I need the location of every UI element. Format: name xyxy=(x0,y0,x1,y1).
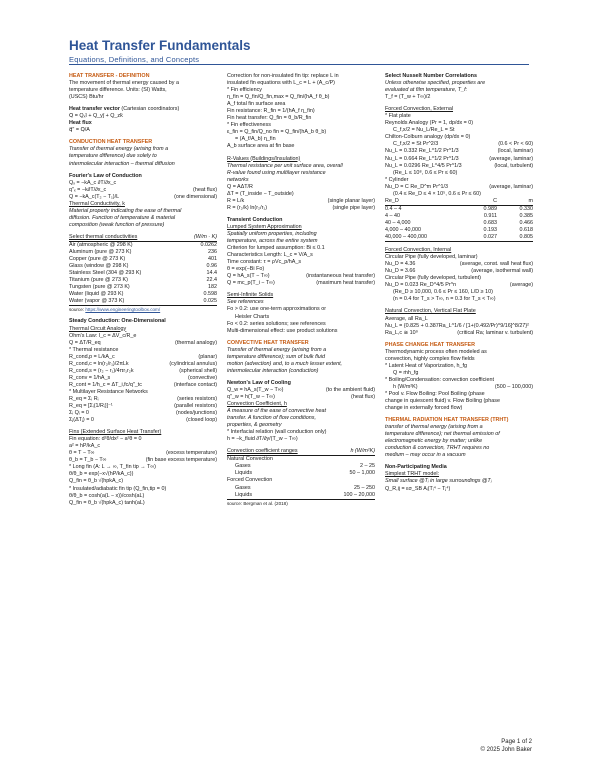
forced-external-row: C_f,x/2 = St Pr^2/3 (0.6 < Pr < 60) xyxy=(393,141,533,148)
forced-internal-row: (Re_D ≥ 10,000, 0.6 ≤ Pr ≤ 160, L/D ≥ 10) xyxy=(393,289,493,296)
convection-line: motion (advection) and, to a much lesser extent, xyxy=(227,360,343,367)
ohm-law: Ohm's Law: I_c = ΔV_c/R_e xyxy=(69,332,137,339)
non-participating-line: Small surface @Tᵢ in large surroundings @Tⱼ xyxy=(385,478,492,485)
conductivity-table-row: Water (vapor @ 373 K) 0.025 xyxy=(69,298,217,306)
lumped-row: Criterion for lumped assumption: Bi ≤ 0.1 xyxy=(227,245,325,252)
conductivity-line: diffusion. Function of temperature & material xyxy=(69,214,176,221)
cylinder-table-row: 0.4 – 4 0.989 0.330 xyxy=(385,205,533,212)
forced-internal-heading: Forced Convection, Internal xyxy=(385,247,452,254)
phase-change-line: * Boiling/Condensation: convection coefficient xyxy=(385,376,494,383)
circuit-analogy-heading: Thermal Circuit Analogy xyxy=(69,325,127,332)
phase-change-line: Thermodynamic process often modeled as xyxy=(385,348,487,355)
fin-area-note: A_f total fin surface area xyxy=(227,101,286,108)
column-3 xyxy=(385,73,533,493)
semi-infinite-line: Fo > 0.2: use one-term approximations or xyxy=(227,306,327,313)
fin-correction-line: insulated fin equations with L_c = L + (A_c/P) xyxy=(227,80,335,87)
fin-effectiveness-heading: * Fin effectiveness xyxy=(227,122,271,129)
natural-vertical-average: Average, all Ra_L xyxy=(385,315,428,322)
fin-base-note: A_b surface area at fin base xyxy=(227,143,295,150)
flux-heading: Heat flux xyxy=(69,120,92,127)
forced-external-row: Chilton-Colburn analogy (dp/dx = 0) xyxy=(385,134,471,141)
coefficient-heading: Convection Coefficient, h xyxy=(227,401,287,408)
interfacial-relation: * Interfacial relation (wall conduction only) xyxy=(227,429,327,436)
fin-efficiency-eq: η_fin = Q_fin/Q_fin,max = Q_fin/(hA_f θ_b) xyxy=(227,94,330,101)
cylinder-table-row: 40,000 – 400,000 0.027 0.805 xyxy=(385,234,533,242)
definition-line: The movement of thermal energy caused by a xyxy=(69,80,179,87)
resistance-heading: * Thermal resistance xyxy=(69,346,119,353)
conductivity-table-row: Stainless Steel (304 @ 293 K) 14.4 xyxy=(69,270,217,277)
lumped-row: Q = hA_s(T − T∞) (instantaneous heat transfer) xyxy=(227,273,375,280)
definition-heading: HEAT TRANSFER - DEFINITION xyxy=(69,73,150,79)
conductivity-table-row: Titanium (pure @ 273 K) 22.4 xyxy=(69,277,217,284)
conductivity-table-row: Aluminum (pure @ 273 K) 236 xyxy=(69,249,217,256)
rvalue-heading: R-Values (Buildings/Insulation) xyxy=(227,155,301,162)
multilayer-row: Σᵢ Qᵢ = 0 (nodes/junctions) xyxy=(69,410,217,417)
conductivity-table-header: Select thermal conductivities (W/m · K) xyxy=(69,234,217,242)
radiation-line: conduction & convection, TRHT requires no xyxy=(385,445,490,452)
copyright: © 2025 John Baker xyxy=(480,747,532,753)
fins-row: a² = hP/kA_c xyxy=(69,443,101,450)
multilayer-row: Σⱼ(ΔTⱼ) = 0 (closed loop) xyxy=(69,417,217,424)
forced-internal-row: Nu_D = 3.66 (average, isothermal wall) xyxy=(385,268,533,275)
film-temperature: T_f = (T_w + T∞)/2 xyxy=(385,94,431,101)
conduction-line: temperature difference) due solely to xyxy=(69,153,157,160)
forced-internal-row: Circular Pipe (fully developed, turbulent) xyxy=(385,275,481,282)
radiation-line: electromagnetic energy by matter; unlike xyxy=(385,438,483,445)
conductivity-table-row: Glass (window @ 298 K) 0.96 xyxy=(69,263,217,270)
multilayer-row: R_eq = Σᵢ Rᵢ (series resistors) xyxy=(69,395,217,402)
ranges-row: Gases 2 – 25 xyxy=(235,463,375,470)
rvalue-row: ΔT = (T_inside − T_outside) xyxy=(227,190,294,197)
forced-internal-row: Circular Pipe (fully developed, laminar) xyxy=(385,254,478,261)
rvalue-row: Q = AΔT/R xyxy=(227,183,253,190)
lumped-row: Q = mc_p(T_i − T∞) (maximum heat transfer) xyxy=(227,280,375,287)
page-subtitle: Equations, Definitions, and Concepts xyxy=(69,55,200,64)
ranges-forced-label: Forced Convection xyxy=(227,477,273,484)
fins-row: θ_b = T_b − T∞ (fin base excess temperature) xyxy=(69,457,217,464)
conduction-line: intermolecular interaction – thermal diffusion xyxy=(69,160,175,167)
conduction-line: Transfer of thermal energy (arising from a xyxy=(69,146,169,153)
forced-internal-row: (n = 0.4 for T_s > T∞, n = 0.3 for T_s < T∞) xyxy=(393,296,496,303)
nusselt-line: evaluated at film temperature, T_f: xyxy=(385,87,468,94)
convection-heading: CONVECTIVE HEAT TRANSFER xyxy=(227,339,309,346)
fins-row: Q_fin = θ_b √(hpkA_c) tanh(aL) xyxy=(69,499,145,506)
multilayer-row: R_eq = [Σᵢ(1/Rᵢ)]⁻¹ (parallel resistors) xyxy=(69,403,217,410)
newton-row: Q_w = hA_s(T_w − T∞) (to the ambient fluid) xyxy=(227,386,375,393)
rvalue-line: networks xyxy=(227,176,249,183)
fins-heading: Fins (Extended Surface Heat Transfer) xyxy=(69,429,162,436)
page-number: Page 1 of 2 xyxy=(501,739,532,745)
radiation-heading: THERMAL RADIATION HEAT TRANSFER (TRHT) xyxy=(385,417,509,424)
forced-external-row: * Flat plate xyxy=(385,113,411,120)
phase-change-line: convection, highly complex flow fields xyxy=(385,355,475,362)
convection-line: Transfer of thermal energy (arising from a xyxy=(227,346,327,353)
fourier-eq-row: Qₓ = −kA_c ∂T/∂x_c xyxy=(69,179,117,186)
conductivity-source-link[interactable]: https://www.engineeringtoolbox.com/ xyxy=(85,307,161,313)
column-2 xyxy=(227,73,375,507)
coefficient-eq: h = −k_fluid ∂T/∂y/(T_w − T∞) xyxy=(227,436,298,443)
conduction-heading: CONDUCTION HEAT TRANSFER xyxy=(69,139,153,146)
phase-change-line: change in externally forced flow) xyxy=(385,405,463,412)
cylinder-table-header: Re_D C m xyxy=(385,198,533,206)
forced-external-row: Nu_L = 0.332 Re_L^1/2 Pr^1/3 (local, laminar) xyxy=(385,148,533,155)
non-participating-eq: Q_R,ij = εσ_SB Aᵢ(Tᵢ⁴ − Tⱼ⁴) xyxy=(385,485,451,492)
resistance-row: R_conv = 1/hA_s (convective) xyxy=(69,374,217,381)
forced-external-row: Reynolds Analogy (Pr = 1, dp/dx = 0) xyxy=(385,120,474,127)
forced-external-row: Nu_L = 0.664 Re_L^1/2 Pr^1/3 (average, laminar) xyxy=(385,155,533,162)
fins-row: θ/θ_b = cosh(a(L − x))/cosh(aL) xyxy=(69,492,145,499)
semi-infinite-heading: Semi-Infinite Solids xyxy=(227,292,274,299)
vector-equation: Q⃗ = Qₓî + Q_yĵ + Q_zk̂ xyxy=(69,113,123,120)
ranges-row: Liquids 100 – 20,000 xyxy=(227,492,375,500)
fourier-heading: Fourier's Law of Conduction xyxy=(69,172,142,179)
conductivity-source: source: https://www.engineeringtoolbox.com/ xyxy=(69,307,161,313)
multilayer-heading: * Multilayer Resistance Networks xyxy=(69,388,148,395)
ranges-source: source: Bergman et al. (2018) xyxy=(227,500,288,506)
ranges-natural-label: Natural Convection xyxy=(227,456,273,463)
circuit-eq-row: Q = ΔT/R_eq (thermal analogy) xyxy=(69,339,217,346)
phase-change-line: change in quiescent fluid) v. Flow Boiling (phase xyxy=(385,398,500,405)
conductivity-line: Material property indicating the ease of thermal xyxy=(69,207,182,214)
lumped-row: θ = exp(−Bi Fo) xyxy=(227,266,265,273)
forced-external-row: Nu_D = C Re_D^m Pr^1/3 (average, laminar) xyxy=(385,183,533,190)
ranges-row: Gases 25 – 250 xyxy=(235,484,375,491)
newton-heading: Newton's Law of Cooling xyxy=(227,379,291,386)
fourier-eq-row: Q = −kA_c(T₂ − T₁)/L (one dimensional) xyxy=(69,193,217,200)
coefficient-line: properties, & geometry xyxy=(227,422,282,429)
forced-external-row: * Cylinder xyxy=(385,176,409,183)
non-participating-sub: Simplest TRHT model: xyxy=(385,471,440,478)
lumped-row: Time constant: τ = ρVc_p/hA_s xyxy=(227,259,302,266)
radiation-line: temperature difference); net thermal emission of xyxy=(385,431,500,438)
conductivity-line: composition (weak function of pressure) xyxy=(69,221,165,228)
convection-line: intermolecular interaction (conduction) xyxy=(227,367,319,374)
radiation-line: medium – may occur in a vacuum xyxy=(385,452,466,459)
page-title: Heat Transfer Fundamentals xyxy=(69,38,251,53)
resistance-row: R_cont = 1/h_c = ΔT_i,fc/q″_tc (interface contact) xyxy=(69,381,217,388)
fins-row: Q_fin = θ_b √(hpkA_c) xyxy=(69,478,124,485)
rvalue-line: Thermal resistance per unit surface area, overall xyxy=(227,162,343,169)
resistance-row: R_cond,p = L/kA_c (planar) xyxy=(69,353,217,360)
conductivity-table-row: Water (liquid @ 293 K) 0.598 xyxy=(69,291,217,298)
resistance-row: R_cond,c = ln(r₂/r₁)/2πLk (cylindrical annulus) xyxy=(69,360,217,367)
forced-external-row: (0.4 ≤ Re_D ≤ 4 × 10⁵, 0.6 ≤ Pr ≤ 60) xyxy=(393,190,481,197)
nusselt-heading: Select Nusselt Number Correlations xyxy=(385,73,477,79)
semi-infinite-line: Heisler Charts xyxy=(235,313,270,320)
newton-row: q″_w = h(T_w − T∞) (heat flux) xyxy=(227,393,375,400)
forced-external-heading: Forced Convection, External xyxy=(385,106,454,113)
conductivity-table-row: Copper (pure @ 273 K) 401 xyxy=(69,256,217,263)
ranges-table-header: Convection coefficient ranges h (W/m²K) xyxy=(227,448,375,456)
semi-infinite-line: Fo < 0.2: series solutions; see references xyxy=(227,320,326,327)
conductivity-table-row: Air (atmospheric @ 298 K) 0.0262 xyxy=(69,241,217,248)
vector-suffix: (Cartesian coordinators) xyxy=(119,106,180,113)
phase-change-eq: Q = ṁh_fg xyxy=(393,369,419,376)
fin-effectiveness-eq: = (A_f/A_b) η_fin xyxy=(235,136,276,143)
non-participating-heading: Non-Participating Media xyxy=(385,464,447,471)
fins-row: Fin equation: d²θ/dx² − a²θ = 0 xyxy=(69,436,142,443)
flux-equation: q⃗″ = Q⃗/A xyxy=(69,127,90,134)
forced-external-row: Nu_L = 0.0296 Re_L^4/5 Pr^1/3 (local, turbulent) xyxy=(385,162,533,169)
lumped-line: temperature, across the entire system xyxy=(227,238,318,245)
rvalue-row: R = (r₂/k) ln(r₂/r₁) (single pipe layer) xyxy=(227,204,375,211)
nusselt-line: Unless otherwise specified, properties are xyxy=(385,80,486,87)
forced-internal-row: Nu_D = 0.023 Re_D^4/5 Pr^n (average) xyxy=(385,282,533,289)
fin-efficiency-heading: * Fin efficiency xyxy=(227,87,262,94)
fins-row: * Long fin (A: L → ∞, T_fin tip → T∞) xyxy=(69,464,156,471)
fins-row: * Insulated/adiabatic fin tip (Q_fin,tip = 0) xyxy=(69,485,167,492)
coefficient-line: transfer. A function of flow conditions, xyxy=(227,415,316,422)
header-rule xyxy=(69,64,529,65)
conductivity-table-row: Tungsten (pure @ 273 K) 182 xyxy=(69,284,217,291)
convection-line: temperature difference); sum of bulk fluid xyxy=(227,353,325,360)
fourier-eq-row: q″ₓ = −k∂T/∂x_c (heat flux) xyxy=(69,186,217,193)
fin-effectiveness-eq: ε_fin = Q_fin/Q_no fin = Q_fin/(hA_b θ_b) xyxy=(227,129,327,136)
forced-internal-row: Nu_D = 4.36 (average, const. wall heat flux) xyxy=(385,261,533,268)
column-1 xyxy=(69,73,217,507)
forced-external-row: C_f,x/2 = Nu_L/Re_L = St xyxy=(393,127,455,134)
natural-vertical-critical: Ra_L,c ≅ 10⁹ (critical Ra; laminar v. turbulent) xyxy=(385,329,533,336)
cylinder-table-row: 4,000 – 40,000 0.193 0.618 xyxy=(385,226,533,233)
vector-heading-line xyxy=(69,106,217,113)
lumped-heading: Lumped System Approximation xyxy=(227,223,302,230)
resistance-row: R_cond,s = (r₂ − r₁)/4πr₁r₂k (spherical shell) xyxy=(69,367,217,374)
fins-row: θ/θ_b = exp(−x√(hP/kA_c)) xyxy=(69,471,134,478)
transient-heading: Transient Conduction xyxy=(227,216,283,223)
definition-line: temperature difference. Units: (SI) Watts, xyxy=(69,87,167,94)
rvalue-row: R = L/k (single planar layer) xyxy=(227,197,375,204)
lumped-row: Characteristics Length: L_c = V/A_s xyxy=(227,252,313,259)
conductivity-heading: Thermal Conductivity, k xyxy=(69,200,125,207)
cylinder-table-row: 4 – 40 0.911 0.385 xyxy=(385,212,533,219)
coefficient-line: A measure of the ease of convective heat xyxy=(227,408,326,415)
forced-external-row: (Re_L ≤ 10⁸, 0.6 ≤ Pr ≤ 60) xyxy=(393,169,458,176)
phase-change-line: * Pool v. Flow Boiling: Pool Boiling (phase xyxy=(385,390,485,397)
steady-conduction-heading: Steady Conduction: One-Dimensional xyxy=(69,318,166,325)
phase-change-heading: PHASE CHANGE HEAT TRANSFER xyxy=(385,341,476,348)
fin-correction-line: Correction for non-insulated fin tip: replace L in xyxy=(227,73,339,79)
vector-heading: Heat transfer vector xyxy=(69,106,120,113)
fin-resistance: Fin resistance: R_fin = 1/(hA_f η_fin) xyxy=(227,108,315,115)
ranges-row: Liquids 50 – 1,000 xyxy=(235,470,375,477)
lumped-line: Spatially uniform properties, including xyxy=(227,230,317,237)
radiation-line: transfer of thermal energy (arising from a xyxy=(385,424,483,431)
natural-vertical-heading: Natural Convection, Vertical Flat Plate xyxy=(385,308,476,315)
phase-change-range: h (W/m²K) (500 – 100,000) xyxy=(393,383,533,390)
natural-vertical-eq: Nu_L = {0.825 + 0.387Ra_L^1/6 / [1+(0.492/Pr)^9/16]^8/27}² xyxy=(385,322,529,329)
cylinder-table-row: 40 – 4,000 0.683 0.466 xyxy=(385,219,533,226)
page-footer xyxy=(481,738,532,754)
fin-heat-transfer: Fin heat transfer: Q_fin = θ_b/R_fin xyxy=(227,115,312,122)
fins-row: θ = T − T∞ (excess temperature) xyxy=(69,450,217,457)
phase-change-line: * Latent Heat of Vaporization, h_fg xyxy=(385,362,468,369)
rvalue-line: R-value found using multilayer resistance xyxy=(227,169,326,176)
definition-line: (USCS) Btu/hr xyxy=(69,94,104,101)
semi-infinite-line: See references xyxy=(227,299,264,306)
semi-infinite-line: Multi-dimensional effect: use product solutions xyxy=(227,327,338,334)
